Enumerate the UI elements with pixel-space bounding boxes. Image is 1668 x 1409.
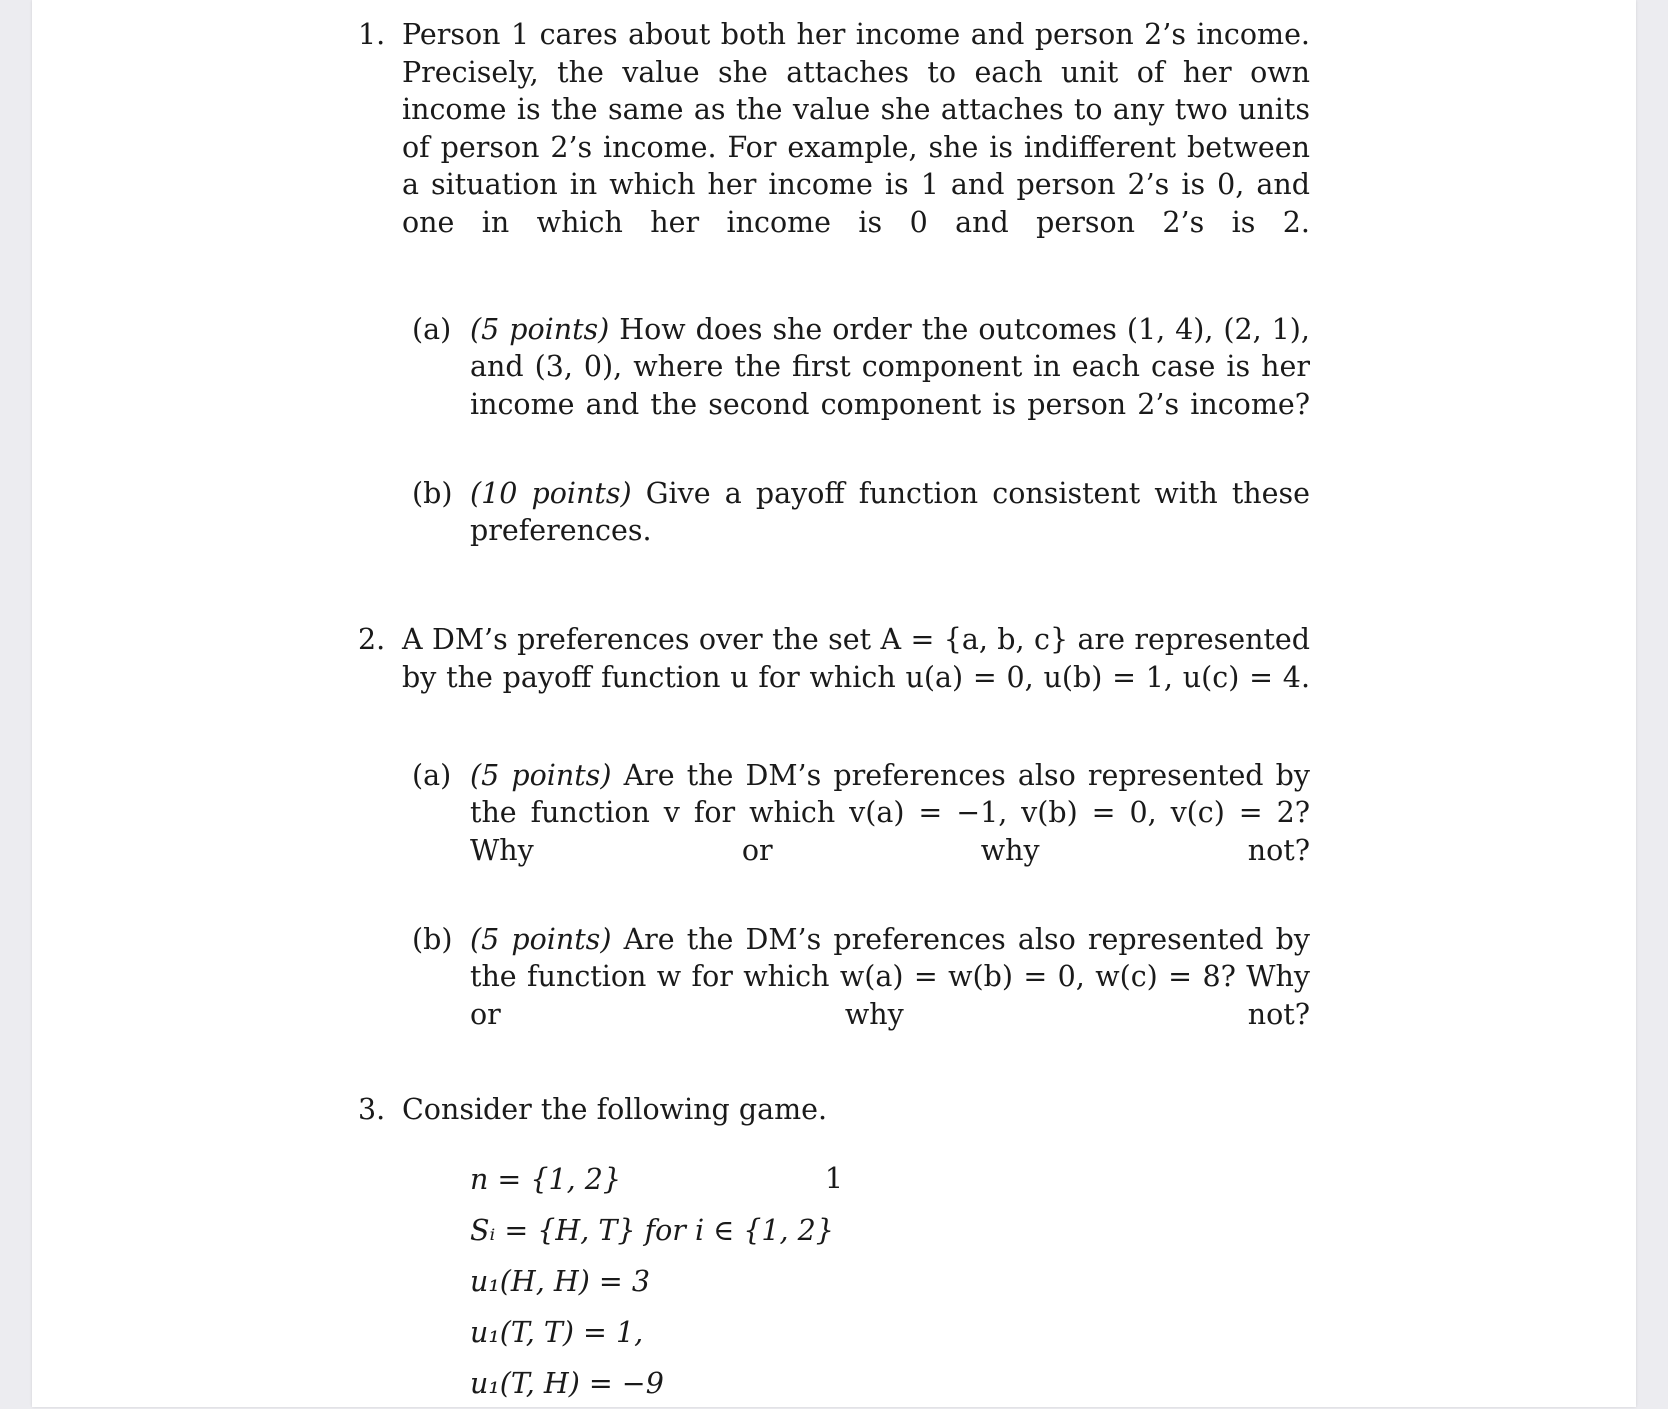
problem-3-number: 3.: [358, 1092, 386, 1126]
problem-1b-text: Give a payoff function consistent with these preferences.: [470, 476, 1310, 547]
problem-3-text: Consider the following game.: [402, 1092, 828, 1126]
game-payoff-th-line: u₁(T, H) = −9: [470, 1367, 664, 1400]
problem-2: [358, 621, 1310, 734]
problem-1-part-a: [358, 311, 1310, 461]
problem-1: [358, 16, 1310, 279]
problem-2b-label: (b): [412, 922, 453, 956]
problem-1a-points: (5 points): [470, 312, 610, 346]
game-payoff-hh-line: u₁(H, H) = 3: [470, 1265, 650, 1298]
problem-1-part-b: [358, 475, 1310, 588]
problem-2-number: 2.: [358, 623, 386, 656]
document-page: [32, 0, 1636, 1407]
problem-2a-label: (a): [412, 758, 452, 792]
page-number: 1: [824, 1162, 844, 1195]
problem-2b-points: (5 points): [470, 922, 612, 956]
problem-1a-label: (a): [412, 312, 452, 346]
game-players-line: n = {1, 2}: [470, 1163, 622, 1196]
problem-2-part-a: [358, 757, 1310, 907]
problem-3: [358, 1091, 1310, 1129]
problem-1b-label: (b): [412, 476, 453, 510]
problem-1b-points: (10 points): [470, 476, 632, 510]
problem-1-text: Person 1 cares about both her income and person 2’s income. Precisely, the value she attaches to each unit of her own income is the same as the value she attaches to any two units of person 2’s income. For example, she is indifferent between a situation in which her income is 1 and person 2’s is 0, and one in which her income is 0 and person 2’s is 2.: [402, 18, 1310, 239]
document-content: [358, 16, 1310, 1409]
problem-1-number: 1.: [358, 18, 386, 51]
problem-2b-text: Are the DM’s preferences also represented by the function w for which w(a) = w(b) = 0, w(c) = 8? Why or why not?: [470, 922, 1311, 1031]
problem-2-text: A DM’s preferences over the set A = {a, b, c} are represented by the payoff function u for which u(a) = 0, u(b) = 1, u(c) = 4.: [402, 623, 1310, 694]
game-strategies-line: Sᵢ = {H, T} for i ∈ {1, 2}: [470, 1214, 834, 1247]
game-payoff-tt-line: u₁(T, T) = 1,: [470, 1316, 644, 1349]
problem-1a-text: How does she order the outcomes (1, 4), (2, 1), and (3, 0), where the first component in each case is her income and the second component is person 2’s income?: [470, 312, 1310, 421]
problem-2a-points: (5 points): [470, 758, 612, 792]
problem-2a-text: Are the DM’s preferences also represented by the function v for which v(a) = −1, v(b) = 0, v(c) = 2? Why or why not?: [470, 758, 1311, 867]
problem-2-part-b: [358, 921, 1310, 1071]
